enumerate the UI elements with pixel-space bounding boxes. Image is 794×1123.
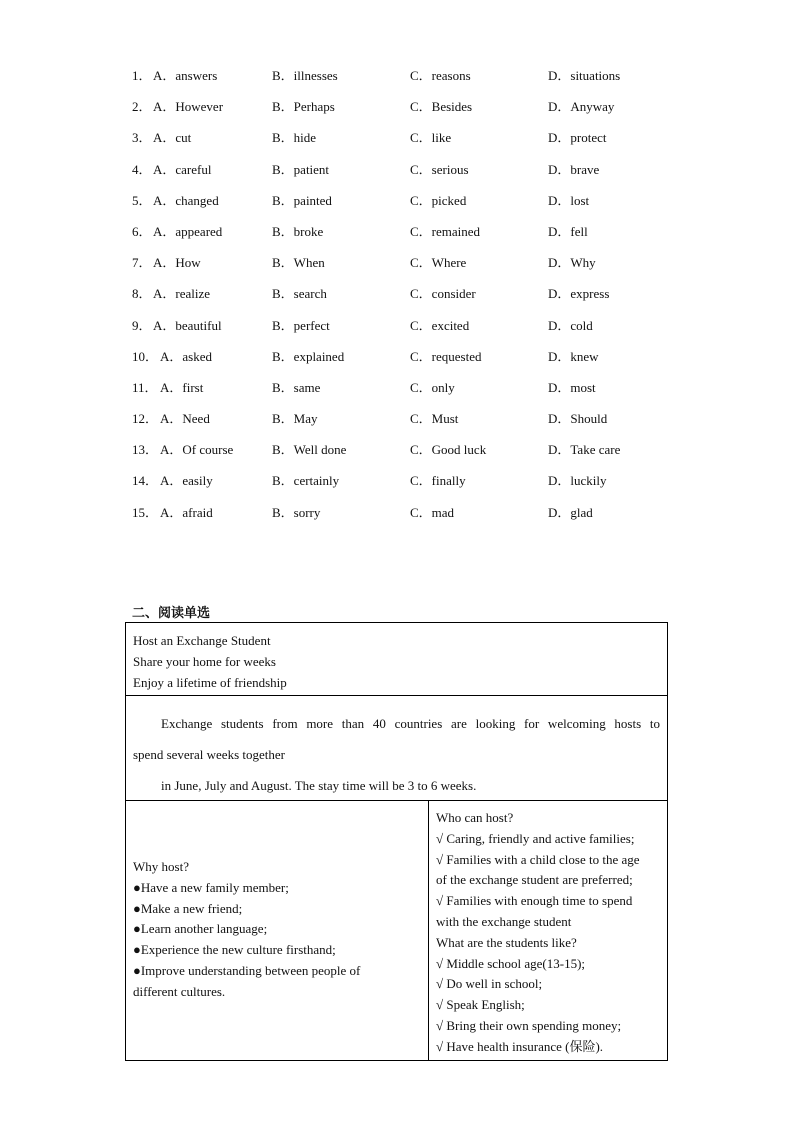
- option-b: B．illnesses: [272, 68, 338, 83]
- option-d: D．express: [548, 286, 610, 302]
- option-c: C．remained: [410, 223, 481, 239]
- option-d: D．Anyway: [548, 99, 615, 115]
- option-b: B．sorry: [272, 504, 321, 520]
- ad-intro-line: Exchange students from more than 40 countries are looking for welcoming hosts to: [161, 716, 660, 731]
- option-d: D．situations: [548, 68, 621, 83]
- question-list: [132, 67, 692, 535]
- who-can-host-line: of the exchange student are preferred;: [436, 872, 633, 888]
- option-b: B．broke: [272, 223, 324, 239]
- option-b: B．painted: [272, 192, 332, 208]
- option-c: C．excited: [410, 317, 470, 333]
- ad-details-box: [125, 800, 668, 1061]
- option-a: A．realize: [153, 286, 211, 302]
- question-number: 15．: [132, 504, 159, 520]
- question-number: 11．: [132, 379, 158, 395]
- option-a: A．Need: [160, 411, 210, 427]
- question-row: [132, 223, 692, 254]
- question-row: [132, 410, 692, 441]
- why-host-line: Why host?: [133, 859, 189, 874]
- question-number: 3．: [132, 130, 152, 146]
- why-host-line: ●Have a new family member;: [133, 879, 289, 895]
- question-row: [132, 192, 692, 223]
- question-number: 13．: [132, 442, 159, 458]
- who-can-host-cell: [429, 801, 667, 1060]
- option-d: D．Take care: [548, 442, 621, 458]
- option-a: A．answers: [153, 68, 218, 83]
- who-can-host-line: √ Speak English;: [436, 997, 525, 1013]
- option-b: B．perfect: [272, 317, 330, 333]
- option-c: C．only: [410, 379, 455, 395]
- question-row: [132, 441, 692, 472]
- question-row: [132, 348, 692, 379]
- who-can-host-line: √ Do well in school;: [436, 976, 543, 992]
- option-c: C．consider: [410, 286, 476, 302]
- question-row: [132, 129, 692, 160]
- option-b: B．certainly: [272, 473, 340, 489]
- option-d: D．fell: [548, 223, 588, 239]
- option-a: A．first: [160, 379, 204, 395]
- why-host-line: ●Learn another language;: [133, 921, 268, 937]
- option-b: B．Perhaps: [272, 99, 335, 115]
- option-c: C．serious: [410, 161, 469, 177]
- question-number: 1．: [132, 68, 152, 83]
- question-row: [132, 254, 692, 285]
- who-can-host-line: √ Have health insurance (保险).: [436, 1038, 604, 1054]
- option-a: A．changed: [153, 192, 219, 208]
- ad-header-line: Share your home for weeks: [133, 654, 276, 669]
- option-c: C．picked: [410, 192, 467, 208]
- question-row: [132, 379, 692, 410]
- option-b: B．When: [272, 255, 325, 271]
- who-can-host-line: Who can host?: [436, 810, 514, 825]
- who-can-host-line: √ Middle school age(13-15);: [436, 955, 586, 971]
- who-can-host-line: √ Caring, friendly and active families;: [436, 830, 635, 846]
- option-b: B．hide: [272, 130, 317, 146]
- who-can-host-line: √ Bring their own spending money;: [436, 1017, 622, 1033]
- ad-intro-line: spend several weeks together: [133, 747, 285, 762]
- option-d: D．glad: [548, 504, 593, 520]
- why-host-cell: [126, 801, 429, 1060]
- ad-header-box: [125, 622, 668, 696]
- option-c: C．like: [410, 130, 452, 146]
- question-row: [132, 317, 692, 348]
- option-b: B．same: [272, 379, 321, 395]
- who-can-host-line: What are the students like?: [436, 934, 577, 950]
- option-d: D．Should: [548, 411, 608, 427]
- question-number: 4．: [132, 161, 152, 177]
- option-d: D．knew: [548, 348, 599, 364]
- option-a: A．However: [153, 99, 224, 115]
- question-number: 7．: [132, 255, 152, 271]
- why-host-line: ●Experience the new culture firsthand;: [133, 942, 336, 958]
- option-a: A．cut: [153, 130, 192, 146]
- who-can-host-line: √ Families with enough time to spend: [436, 893, 633, 909]
- question-number: 8．: [132, 286, 152, 302]
- why-host-line: ●Make a new friend;: [133, 900, 243, 916]
- option-b: B．explained: [272, 348, 345, 364]
- option-a: A．careful: [153, 161, 212, 177]
- question-number: 14．: [132, 473, 159, 489]
- option-a: A．beautiful: [153, 317, 222, 333]
- option-c: C．reasons: [410, 68, 471, 83]
- question-row: [132, 161, 692, 192]
- question-number: 6．: [132, 223, 152, 239]
- option-a: A．Of course: [160, 442, 234, 458]
- option-b: B．search: [272, 286, 327, 302]
- option-a: A．How: [153, 255, 201, 271]
- option-c: C．requested: [410, 348, 482, 364]
- option-d: D．most: [548, 379, 596, 395]
- option-d: D．Why: [548, 255, 596, 271]
- option-b: B．patient: [272, 161, 330, 177]
- section-title: 二、阅读单选: [132, 606, 211, 621]
- option-c: C．Must: [410, 411, 459, 427]
- option-d: D．cold: [548, 317, 593, 333]
- question-row: [132, 285, 692, 316]
- ad-intro-box: [125, 695, 668, 801]
- ad-header-line: Host an Exchange Student: [133, 633, 271, 648]
- option-d: D．brave: [548, 161, 600, 177]
- question-number: 2．: [132, 99, 152, 115]
- option-d: D．protect: [548, 130, 607, 146]
- option-c: C．mad: [410, 504, 455, 520]
- option-c: C．Besides: [410, 99, 473, 115]
- question-row: [132, 67, 692, 98]
- question-number: 5．: [132, 192, 152, 208]
- who-can-host-line: with the exchange student: [436, 913, 572, 929]
- question-row: [132, 98, 692, 129]
- question-number: 12．: [132, 411, 159, 427]
- option-d: D．luckily: [548, 473, 607, 489]
- option-d: D．lost: [548, 192, 590, 208]
- question-number: 9．: [132, 317, 152, 333]
- question-row: [132, 472, 692, 503]
- option-a: A．afraid: [160, 504, 213, 520]
- ad-header-line: Enjoy a lifetime of friendship: [133, 675, 287, 690]
- option-a: A．asked: [160, 348, 212, 364]
- option-c: C．finally: [410, 473, 466, 489]
- who-can-host-line: √ Families with a child close to the age: [436, 851, 640, 867]
- option-a: A．appeared: [153, 223, 223, 239]
- question-row: [132, 504, 692, 535]
- option-c: C．Good luck: [410, 442, 487, 458]
- question-number: 10．: [132, 348, 159, 364]
- why-host-line: ●Improve understanding between people of: [133, 962, 361, 978]
- option-b: B．Well done: [272, 442, 347, 458]
- option-b: B．May: [272, 411, 318, 427]
- option-c: C．Where: [410, 255, 467, 271]
- ad-intro-line: in June, July and August. The stay time will be 3 to 6 weeks.: [161, 778, 477, 793]
- why-host-line: different cultures.: [133, 983, 226, 999]
- option-a: A．easily: [160, 473, 213, 489]
